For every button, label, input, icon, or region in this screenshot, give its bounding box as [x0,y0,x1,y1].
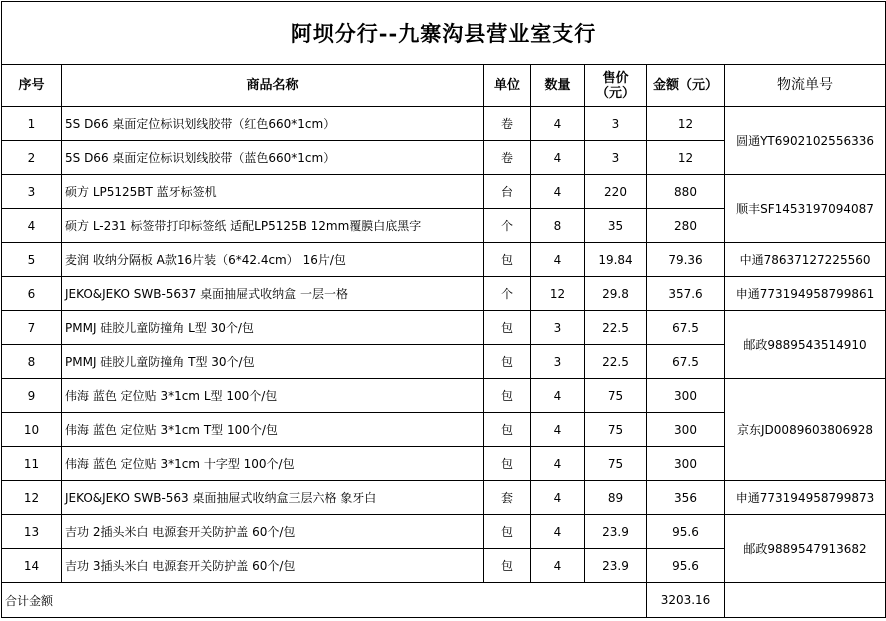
header-price-line1: 售价 [602,70,629,86]
cell-seq: 2 [2,141,62,175]
cell-qty: 8 [531,209,585,243]
cell-amount: 300 [647,379,725,413]
total-value: 3203.16 [647,583,725,618]
cell-amount: 280 [647,209,725,243]
cell-seq: 11 [2,447,62,481]
cell-name: 硕方 LP5125BT 蓝牙标签机 [62,175,484,209]
order-table [1,1,886,618]
cell-name: PMMJ 硅胶儿童防撞角 T型 30个/包 [62,345,484,379]
cell-amount: 357.6 [647,277,725,311]
cell-seq: 9 [2,379,62,413]
header-tracking: 物流单号 [725,65,886,107]
cell-amount: 300 [647,447,725,481]
cell-tracking: 邮政9889543514910 [725,311,886,379]
cell-unit: 包 [484,515,531,549]
cell-qty: 4 [531,447,585,481]
cell-price: 75 [585,447,647,481]
cell-unit: 个 [484,209,531,243]
cell-unit: 包 [484,311,531,345]
cell-amount: 356 [647,481,725,515]
cell-price: 75 [585,413,647,447]
header-amount: 金额（元） [647,65,725,107]
cell-unit: 包 [484,243,531,277]
cell-seq: 12 [2,481,62,515]
cell-seq: 1 [2,107,62,141]
cell-name: 5S D66 桌面定位标识划线胶带（蓝色660*1cm） [62,141,484,175]
table-title: 阿坝分行--九寨沟县营业室支行 [2,2,886,65]
cell-qty: 3 [531,311,585,345]
table-row [2,175,886,209]
header-row [2,65,886,107]
cell-amount: 12 [647,107,725,141]
cell-price: 75 [585,379,647,413]
cell-seq: 5 [2,243,62,277]
cell-name: JEKO&JEKO SWB-5637 桌面抽屉式收纳盒 一层一格 [62,277,484,311]
header-seq: 序号 [2,65,62,107]
cell-name: PMMJ 硅胶儿童防撞角 L型 30个/包 [62,311,484,345]
cell-price: 3 [585,107,647,141]
cell-seq: 10 [2,413,62,447]
table-row [2,379,886,413]
cell-qty: 3 [531,345,585,379]
cell-name: 麦润 收纳分隔板 A款16片装（6*42.4cm） 16片/包 [62,243,484,277]
cell-seq: 6 [2,277,62,311]
table-row [2,243,886,277]
cell-tracking: 顺丰SF1453197094087 [725,175,886,243]
cell-name: 5S D66 桌面定位标识划线胶带（红色660*1cm） [62,107,484,141]
table-row [2,277,886,311]
cell-name: 硕方 L-231 标签带打印标签纸 适配LP5125B 12mm覆膜白底黑字 [62,209,484,243]
cell-tracking: 申通773194958799861 [725,277,886,311]
cell-amount: 79.36 [647,243,725,277]
cell-name: JEKO&JEKO SWB-563 桌面抽屉式收纳盒三层六格 象牙白 [62,481,484,515]
cell-amount: 67.5 [647,311,725,345]
cell-tracking: 京东JD0089603806928 [725,379,886,481]
cell-name: 吉功 3插头米白 电源套开关防护盖 60个/包 [62,549,484,583]
header-unit: 单位 [484,65,531,107]
header-qty: 数量 [531,65,585,107]
cell-name: 伟海 蓝色 定位贴 3*1cm 十字型 100个/包 [62,447,484,481]
total-label: 合计金额 [2,583,647,618]
cell-tracking: 申通773194958799873 [725,481,886,515]
cell-seq: 7 [2,311,62,345]
cell-seq: 8 [2,345,62,379]
total-row [2,583,886,618]
cell-unit: 套 [484,481,531,515]
cell-unit: 台 [484,175,531,209]
cell-qty: 4 [531,243,585,277]
cell-amount: 95.6 [647,549,725,583]
cell-qty: 4 [531,379,585,413]
cell-price: 35 [585,209,647,243]
table-row [2,481,886,515]
cell-name: 伟海 蓝色 定位贴 3*1cm T型 100个/包 [62,413,484,447]
cell-amount: 95.6 [647,515,725,549]
table-row [2,107,886,141]
cell-qty: 4 [531,515,585,549]
cell-seq: 14 [2,549,62,583]
cell-qty: 12 [531,277,585,311]
cell-tracking: 圆通YT6902102556336 [725,107,886,175]
cell-amount: 880 [647,175,725,209]
cell-unit: 包 [484,413,531,447]
cell-name: 伟海 蓝色 定位贴 3*1cm L型 100个/包 [62,379,484,413]
cell-qty: 4 [531,107,585,141]
cell-seq: 4 [2,209,62,243]
cell-price: 220 [585,175,647,209]
cell-amount: 67.5 [647,345,725,379]
cell-price: 22.5 [585,311,647,345]
header-name: 商品名称 [62,65,484,107]
cell-qty: 4 [531,141,585,175]
cell-unit: 包 [484,345,531,379]
cell-price: 89 [585,481,647,515]
cell-price: 19.84 [585,243,647,277]
cell-name: 吉功 2插头米白 电源套开关防护盖 60个/包 [62,515,484,549]
table-row [2,515,886,549]
cell-tracking: 邮政9889547913682 [725,515,886,583]
cell-price: 23.9 [585,515,647,549]
table-row [2,311,886,345]
cell-qty: 4 [531,413,585,447]
cell-tracking: 中通78637127225560 [725,243,886,277]
total-empty-cell [725,583,886,618]
cell-price: 29.8 [585,277,647,311]
cell-seq: 3 [2,175,62,209]
cell-unit: 包 [484,447,531,481]
cell-price: 3 [585,141,647,175]
cell-amount: 12 [647,141,725,175]
cell-amount: 300 [647,413,725,447]
cell-unit: 包 [484,549,531,583]
cell-unit: 卷 [484,141,531,175]
header-price-line2: （元） [595,85,635,101]
cell-seq: 13 [2,515,62,549]
cell-price: 22.5 [585,345,647,379]
cell-unit: 个 [484,277,531,311]
cell-qty: 4 [531,175,585,209]
cell-qty: 4 [531,549,585,583]
cell-unit: 包 [484,379,531,413]
cell-price: 23.9 [585,549,647,583]
header-price [585,65,647,107]
cell-qty: 4 [531,481,585,515]
cell-unit: 卷 [484,107,531,141]
